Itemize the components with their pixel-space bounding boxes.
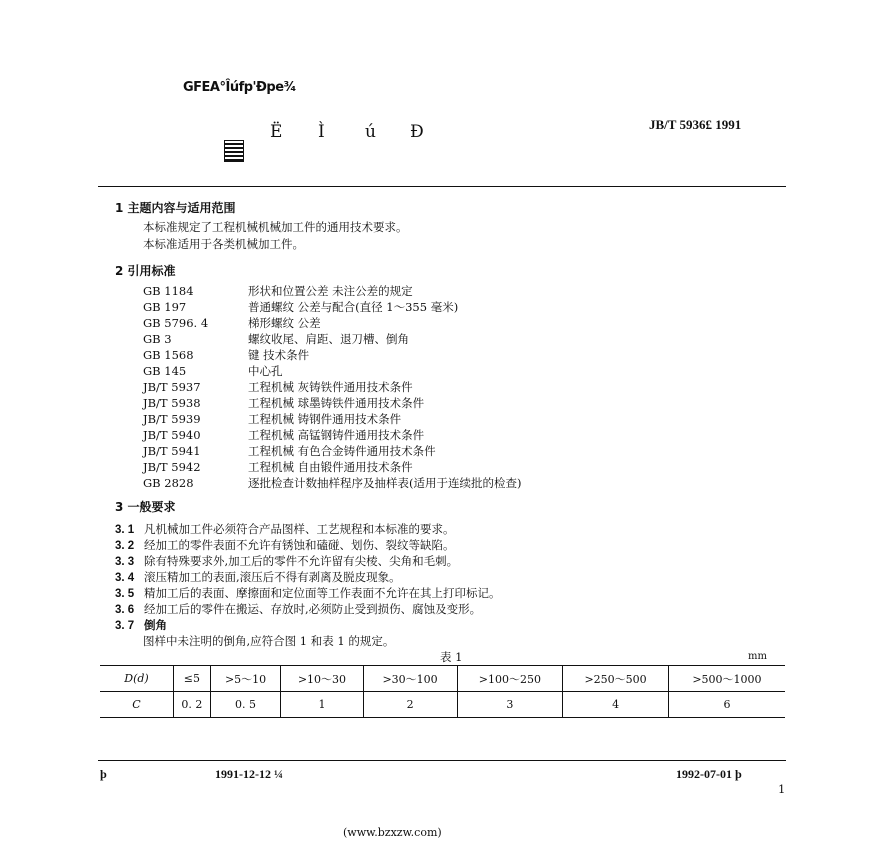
table-cell: >5～10 <box>210 666 281 692</box>
requirement-item <box>115 585 501 601</box>
ref-code: GB 145 <box>143 364 187 378</box>
ref-title: 工程机械 铸钢件通用技术条件 <box>248 412 402 426</box>
item-text: 精加工后的表面、摩擦面和定位面等工作表面不允许在其上打印标记。 <box>144 586 501 600</box>
ref-title: 工程机械 有色合金铸件通用技术条件 <box>248 444 436 458</box>
table-cell: 2 <box>363 692 457 718</box>
ref-code: GB 1184 <box>143 284 194 298</box>
table-cell: 3 <box>457 692 563 718</box>
header-rule <box>98 186 786 187</box>
table-cell: >250～500 <box>563 666 669 692</box>
title-glyph-3: ú <box>365 122 376 142</box>
ref-title: 工程机械 高锰钢铸件通用技术条件 <box>248 428 425 442</box>
ref-title: 普通螺纹 公差与配合(直径 1～355 毫米) <box>248 300 459 314</box>
item-text: 除有特殊要求外,加工后的零件不允许留有尖棱、尖角和毛刺。 <box>144 554 459 568</box>
item-number: 3. 2 <box>115 540 135 552</box>
implementation-date: 1992-07-01 þ <box>676 767 742 781</box>
ref-title: 工程机械 自由锻件通用技术条件 <box>248 460 413 474</box>
ref-code: GB 3 <box>143 332 172 346</box>
issue-date: 1991-12-12 ¼ <box>215 767 283 781</box>
ref-code: JB/T 5937 <box>143 380 201 394</box>
ref-row <box>143 283 413 299</box>
standard-number: JB/T 5936£ 1991 <box>649 117 742 132</box>
ref-code: GB 1568 <box>143 348 194 362</box>
table-cell: ≤5 <box>174 666 211 692</box>
ref-title: 螺纹收尾、肩距、退刀槽、倒角 <box>248 332 409 346</box>
ref-code: JB/T 5941 <box>143 444 201 458</box>
table-cell: >10～30 <box>281 666 363 692</box>
requirement-item <box>115 601 481 617</box>
table-cell: 1 <box>281 692 363 718</box>
table-cell: 0. 2 <box>174 692 211 718</box>
section-1-heading: 1 主题内容与适用范围 <box>115 201 236 215</box>
table-caption: 表 1 <box>440 650 463 664</box>
ref-row <box>143 395 424 411</box>
ref-title: 键 技术条件 <box>248 348 310 362</box>
title-glyph-2: Ì <box>318 122 325 142</box>
ref-row <box>143 475 521 491</box>
garbled-header-title: GFEA°Îúfp'Ðpe³⁄₄ <box>183 80 296 95</box>
section-1-line-2: 本标准适用于各类机械加工件。 <box>143 237 304 251</box>
title-glyph-4: Ð <box>410 122 424 142</box>
ref-code: JB/T 5942 <box>143 460 201 474</box>
item-number: 3. 7 <box>115 620 135 632</box>
ref-row <box>143 443 436 459</box>
table-cell: 6 <box>668 692 785 718</box>
table-cell: 4 <box>563 692 669 718</box>
section-1-line-1: 本标准规定了工程机械机械加工件的通用技术要求。 <box>143 220 408 234</box>
requirement-item <box>115 617 167 633</box>
item-text: 滚压精加工的表面,滚压后不得有剥离及脱皮现象。 <box>144 570 401 584</box>
requirement-item <box>115 553 458 569</box>
item-number: 3. 4 <box>115 572 135 584</box>
chamfer-note: 图样中未注明的倒角,应符合图 1 和表 1 的规定。 <box>143 634 395 648</box>
ref-title: 梯形螺纹 公差 <box>248 316 321 330</box>
item-text: 经加工的零件表面不允许有锈蚀和磕碰、划伤、裂纹等缺陷。 <box>144 538 455 552</box>
item-text: 凡机械加工件必须符合产品图样、工艺规程和本标准的要求。 <box>144 522 455 536</box>
ref-code: GB 5796. 4 <box>143 316 209 330</box>
ref-code: JB/T 5940 <box>143 428 201 442</box>
item-number: 3. 6 <box>115 604 135 616</box>
ref-title: 工程机械 灰铸铁件通用技术条件 <box>248 380 413 394</box>
section-2-heading: 2 引用标准 <box>115 264 176 278</box>
table-row <box>100 692 785 718</box>
ref-row <box>143 347 309 363</box>
ref-row <box>143 379 413 395</box>
ref-title: 形状和位置公差 未注公差的规定 <box>248 284 413 298</box>
title-glyph-1: Ë <box>270 122 283 142</box>
table-cell: >500～1000 <box>668 666 785 692</box>
requirement-item <box>115 521 455 537</box>
ref-title: 逐批检查计数抽样程序及抽样表(适用于连续批的检查) <box>248 476 522 490</box>
title-garbled-block <box>224 140 244 162</box>
item-number: 3. 5 <box>115 588 135 600</box>
item-number: 3. 1 <box>115 524 135 536</box>
ref-row <box>143 427 424 443</box>
table-header-row <box>100 666 785 692</box>
table-cell: 0. 5 <box>210 692 281 718</box>
footer-rule <box>98 760 786 761</box>
item-text: 倒角 <box>144 618 167 632</box>
ref-row <box>143 299 458 315</box>
table-cell: >100～250 <box>457 666 563 692</box>
table-cell: C <box>100 692 174 718</box>
ref-row <box>143 459 413 475</box>
ref-row <box>143 331 409 347</box>
ref-code: JB/T 5939 <box>143 412 201 426</box>
requirement-item <box>115 537 455 553</box>
ref-row <box>143 411 401 427</box>
website-mark: (www.bzxzw.com) <box>343 826 442 839</box>
table-cell: D(d) <box>100 666 174 692</box>
ref-code: GB 197 <box>143 300 187 314</box>
chamfer-table <box>100 665 785 718</box>
ref-code: GB 2828 <box>143 476 194 490</box>
page-number: 1 <box>778 782 786 796</box>
ref-title: 中心孔 <box>248 364 283 378</box>
item-text: 经加工后的零件在搬运、存放时,必须防止受到损伤、腐蚀及变形。 <box>144 602 482 616</box>
table-cell: >30～100 <box>363 666 457 692</box>
item-number: 3. 3 <box>115 556 135 568</box>
ref-title: 工程机械 球墨铸铁件通用技术条件 <box>248 396 425 410</box>
table-unit: mm <box>748 651 767 662</box>
ref-row <box>143 315 321 331</box>
requirement-item <box>115 569 401 585</box>
section-3-heading: 3 一般要求 <box>115 500 176 514</box>
footer-left-mark: þ <box>100 767 107 781</box>
ref-row <box>143 363 283 379</box>
ref-code: JB/T 5938 <box>143 396 201 410</box>
